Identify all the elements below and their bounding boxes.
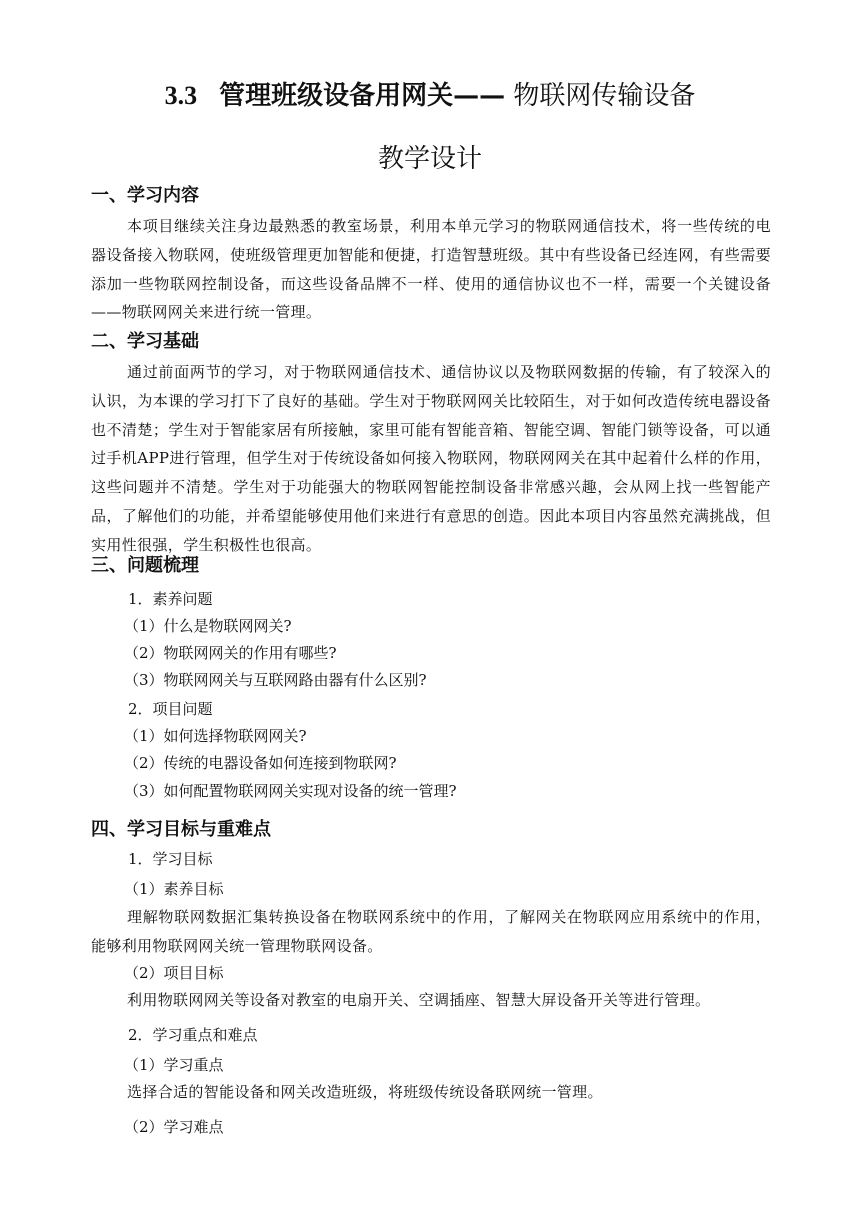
subheading-key-points: 2．学习重点和难点: [128, 1026, 258, 1044]
goal-label: （2）项目目标: [124, 964, 224, 982]
section-heading-basis: 二、学习基础: [91, 331, 199, 352]
title-rest: 物联网传输设备: [505, 81, 696, 111]
question-item: （1）如何选择物联网网关?: [124, 727, 307, 745]
question-item: （2）传统的电器设备如何连接到物联网?: [124, 754, 397, 772]
section-heading-goals: 四、学习目标与重难点: [91, 819, 271, 840]
section-basis-paragraph: 通过前面两节的学习，对于物联网通信技术、通信协议以及物联网数据的传输，有了较深入的认识，为本课的学习打下了良好的基础。学生对于物联网网关比较陌生，对于如何改造传统电器设备也不清楚；学生对于智能家居有所接触，家里可能有智能音箱、智能空调、智能门锁等设备，可以通过手机APP进行管理，但学生对于传统设备如何接入物联网，物联网网关在其中起着什么样的作用，这些问题并不清楚。学生对于功能强大的物联网智能控制设备非常感兴趣，会从网上找一些智能产品，了解他们的功能，并希望能够使用他们来进行有意思的创造。因此本项目内容虽然充满挑战，但实用性很强，学生积极性也很高。: [91, 363, 771, 554]
question-item: （1）什么是物联网网关?: [124, 617, 292, 635]
section-heading-content: 一、学习内容: [91, 185, 199, 206]
key-point-text: 选择合适的智能设备和网关改造班级，将班级传统设备联网统一管理。: [127, 1083, 603, 1101]
question-item: （3）如何配置物联网网关实现对设备的统一管理?: [124, 782, 457, 800]
key-point-label: （1）学习重点: [124, 1056, 224, 1074]
subheading-learning-goals: 1．学习目标: [128, 850, 213, 868]
title-bold: 管理班级设备用网关——: [219, 81, 506, 111]
title-number: 3.3: [164, 81, 198, 110]
doc-title-line2: 教学设计: [377, 144, 482, 174]
section-content-paragraph: 本项目继续关注身边最熟悉的教室场景，利用本单元学习的物联网通信技术，将一些传统的电器设备接入物联网，使班级管理更加智能和便捷，打造智慧班级。其中有些设备已经连网，有些需要添加一些物联网控制设备，而这些设备品牌不一样、使用的通信协议也不一样，需要一个关键设备——物联网网关来进行统一管理。: [91, 217, 771, 322]
question-item: （2）物联网网关的作用有哪些?: [124, 644, 337, 662]
goal-text: 利用物联网网关等设备对教室的电扇开关、空调插座、智慧大屏设备开关等进行管理。: [127, 991, 711, 1009]
goal-label: （1）素养目标: [124, 880, 224, 898]
subheading-literacy-questions: 1．素养问题: [128, 590, 213, 608]
goal-text: 理解物联网数据汇集转换设备在物联网系统中的作用，了解网关在物联网应用系统中的作用，能够利用物联网网关统一管理物联网设备。: [91, 908, 771, 955]
doc-title: [0, 76, 860, 116]
question-item: （3）物联网网关与互联网路由器有什么区别?: [124, 671, 427, 689]
key-point-label: （2）学习难点: [124, 1118, 224, 1136]
subheading-project-questions: 2．项目问题: [128, 700, 213, 718]
section-heading-questions: 三、问题梳理: [91, 555, 199, 576]
